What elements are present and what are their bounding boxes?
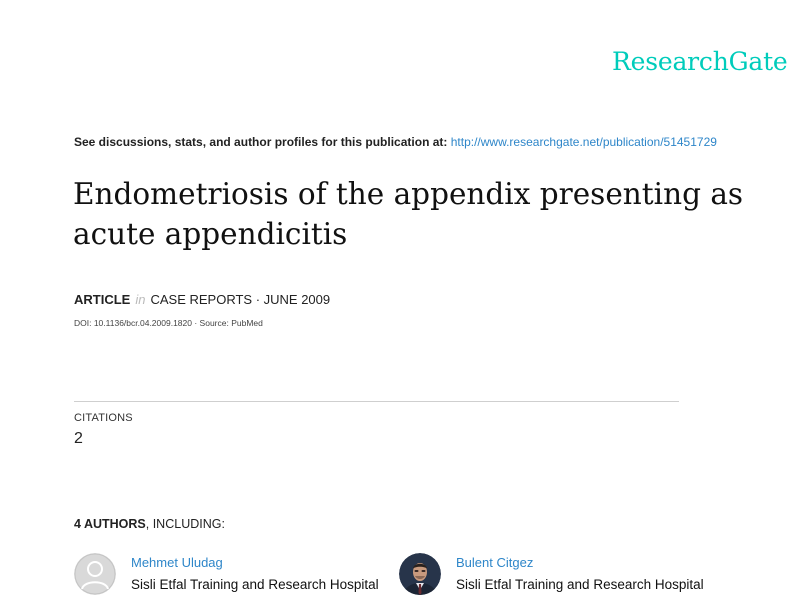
author-name[interactable]: Mehmet Uludag	[131, 555, 223, 570]
authors-count: 4 AUTHORS	[74, 517, 146, 531]
author-affiliation[interactable]: Sisli Etfal Training and Research Hospital	[456, 577, 704, 592]
profile-photo[interactable]	[399, 553, 441, 595]
see-discussions-text: See discussions, stats, and author profiles for this publication at:	[74, 135, 451, 149]
article-meta	[74, 292, 330, 307]
authors-including: , INCLUDING:	[145, 517, 225, 531]
default-user-icon[interactable]	[74, 553, 116, 595]
citations-label: CITATIONS	[74, 412, 133, 424]
author-name[interactable]: Bulent Citgez	[456, 555, 534, 570]
article-type: ARTICLE	[74, 292, 131, 307]
author-affiliation[interactable]: Sisli Etfal Training and Research Hospital	[131, 577, 379, 592]
publication-url-link[interactable]: http://www.researchgate.net/publication/51451729	[450, 135, 717, 149]
journal-date[interactable]: CASE REPORTS · JUNE 2009	[150, 292, 331, 307]
researchgate-logo[interactable]: ResearchGate	[612, 47, 788, 76]
in-label: in	[135, 292, 146, 307]
authors-heading	[74, 517, 225, 531]
article-title: Endometriosis of the appendix presenting as acute appendicitis	[73, 177, 744, 251]
citations-count[interactable]: 2	[74, 430, 83, 447]
publication-link-line	[74, 135, 717, 149]
author-card[interactable]	[74, 553, 394, 597]
doi-source-line: DOI: 10.1136/bcr.04.2009.1820 · Source: PubMed	[74, 318, 263, 328]
author-card[interactable]	[399, 553, 729, 597]
section-divider	[74, 401, 679, 402]
